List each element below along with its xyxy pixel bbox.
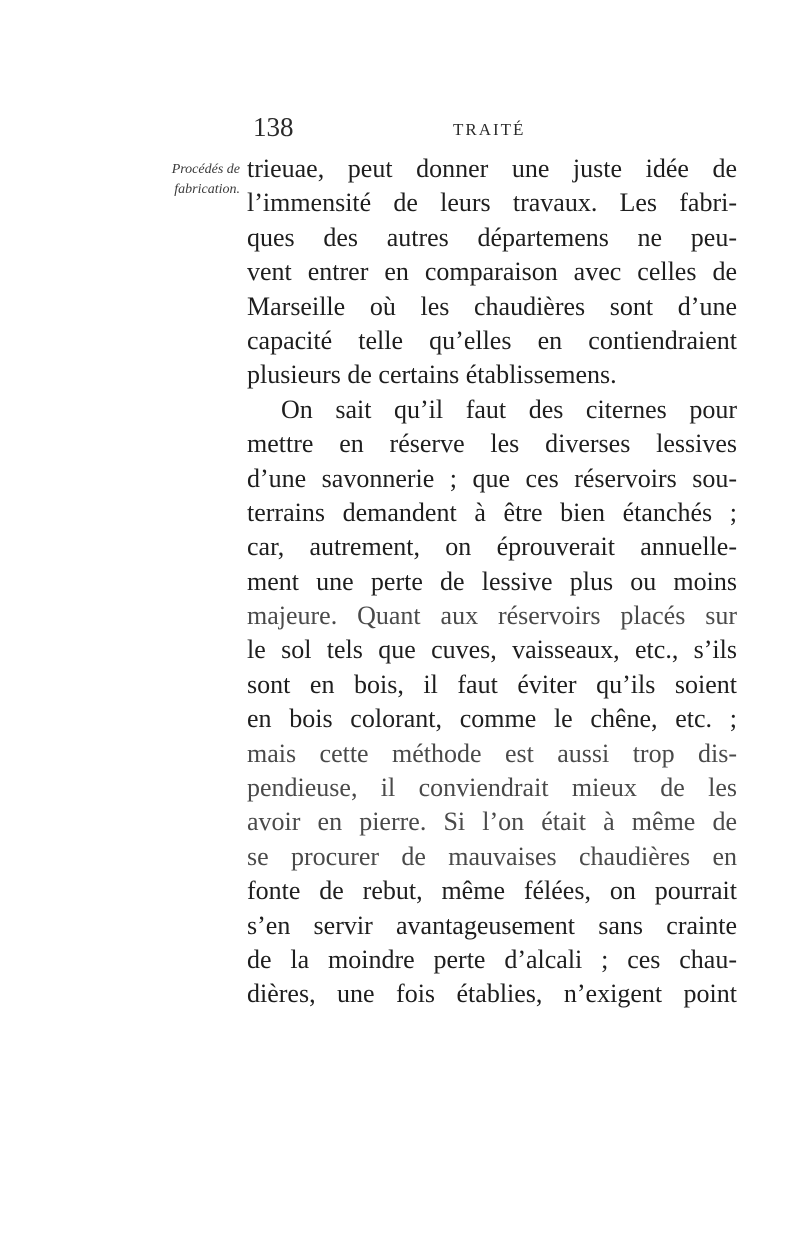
text-line: l’immensité de leurs travaux. Les fabri-: [247, 188, 737, 218]
body-text: [247, 152, 737, 1012]
text-line: terrains demandent à être bien étanchés ;: [247, 497, 737, 527]
text-line: sont en bois, il faut éviter qu’ils soient: [247, 669, 737, 699]
text-line: de la moindre perte d’alcali ; ces chau-: [247, 944, 737, 974]
margin-note: [130, 160, 240, 200]
running-title: TRAITÉ: [453, 120, 526, 139]
text-line: car, autrement, on éprouverait annuelle-: [247, 532, 737, 562]
text-line: On sait qu’il faut des citernes pour: [281, 394, 737, 424]
text-line: Marseille où les chaudières sont d’une: [247, 291, 737, 321]
text-line: avoir en pierre. Si l’on était à même de: [247, 807, 737, 837]
page-number: 138: [253, 112, 294, 142]
text-line: majeure. Quant aux réservoirs placés sur: [247, 601, 737, 631]
text-line: ques des autres départemens ne peu-: [247, 222, 737, 252]
text-line: capacité telle qu’elles en contiendraient: [247, 325, 737, 355]
text-line: se procurer de mauvaises chaudières en: [247, 841, 737, 871]
text-line: mais cette méthode est aussi trop dis-: [247, 738, 737, 768]
text-line: d’une savonnerie ; que ces réservoirs sou-: [247, 463, 737, 493]
text-line: le sol tels que cuves, vaisseaux, etc., s’ils: [247, 635, 737, 665]
text-line: trieuae, peut donner une juste idée de: [247, 154, 737, 183]
margin-note-line: Procédés de: [171, 162, 240, 177]
text-line: mettre en réserve les diverses lessives: [247, 429, 737, 459]
text-line: plusieurs de certains établissemens.: [247, 360, 617, 390]
margin-note-line: fabrication.: [174, 182, 240, 197]
text-line: vent entrer en comparaison avec celles de: [247, 257, 737, 287]
text-line: pendieuse, il conviendrait mieux de les: [247, 773, 737, 803]
text-line: s’en servir avantageusement sans crainte: [247, 910, 737, 940]
text-line: ment une perte de lessive plus ou moins: [247, 566, 737, 596]
text-line: fonte de rebut, même félées, on pourrait: [247, 876, 737, 906]
text-line: en bois colorant, comme le chêne, etc. ;: [247, 704, 737, 734]
text-line: dières, une fois établies, n’exigent point: [247, 979, 737, 1009]
page-header: [245, 112, 740, 144]
